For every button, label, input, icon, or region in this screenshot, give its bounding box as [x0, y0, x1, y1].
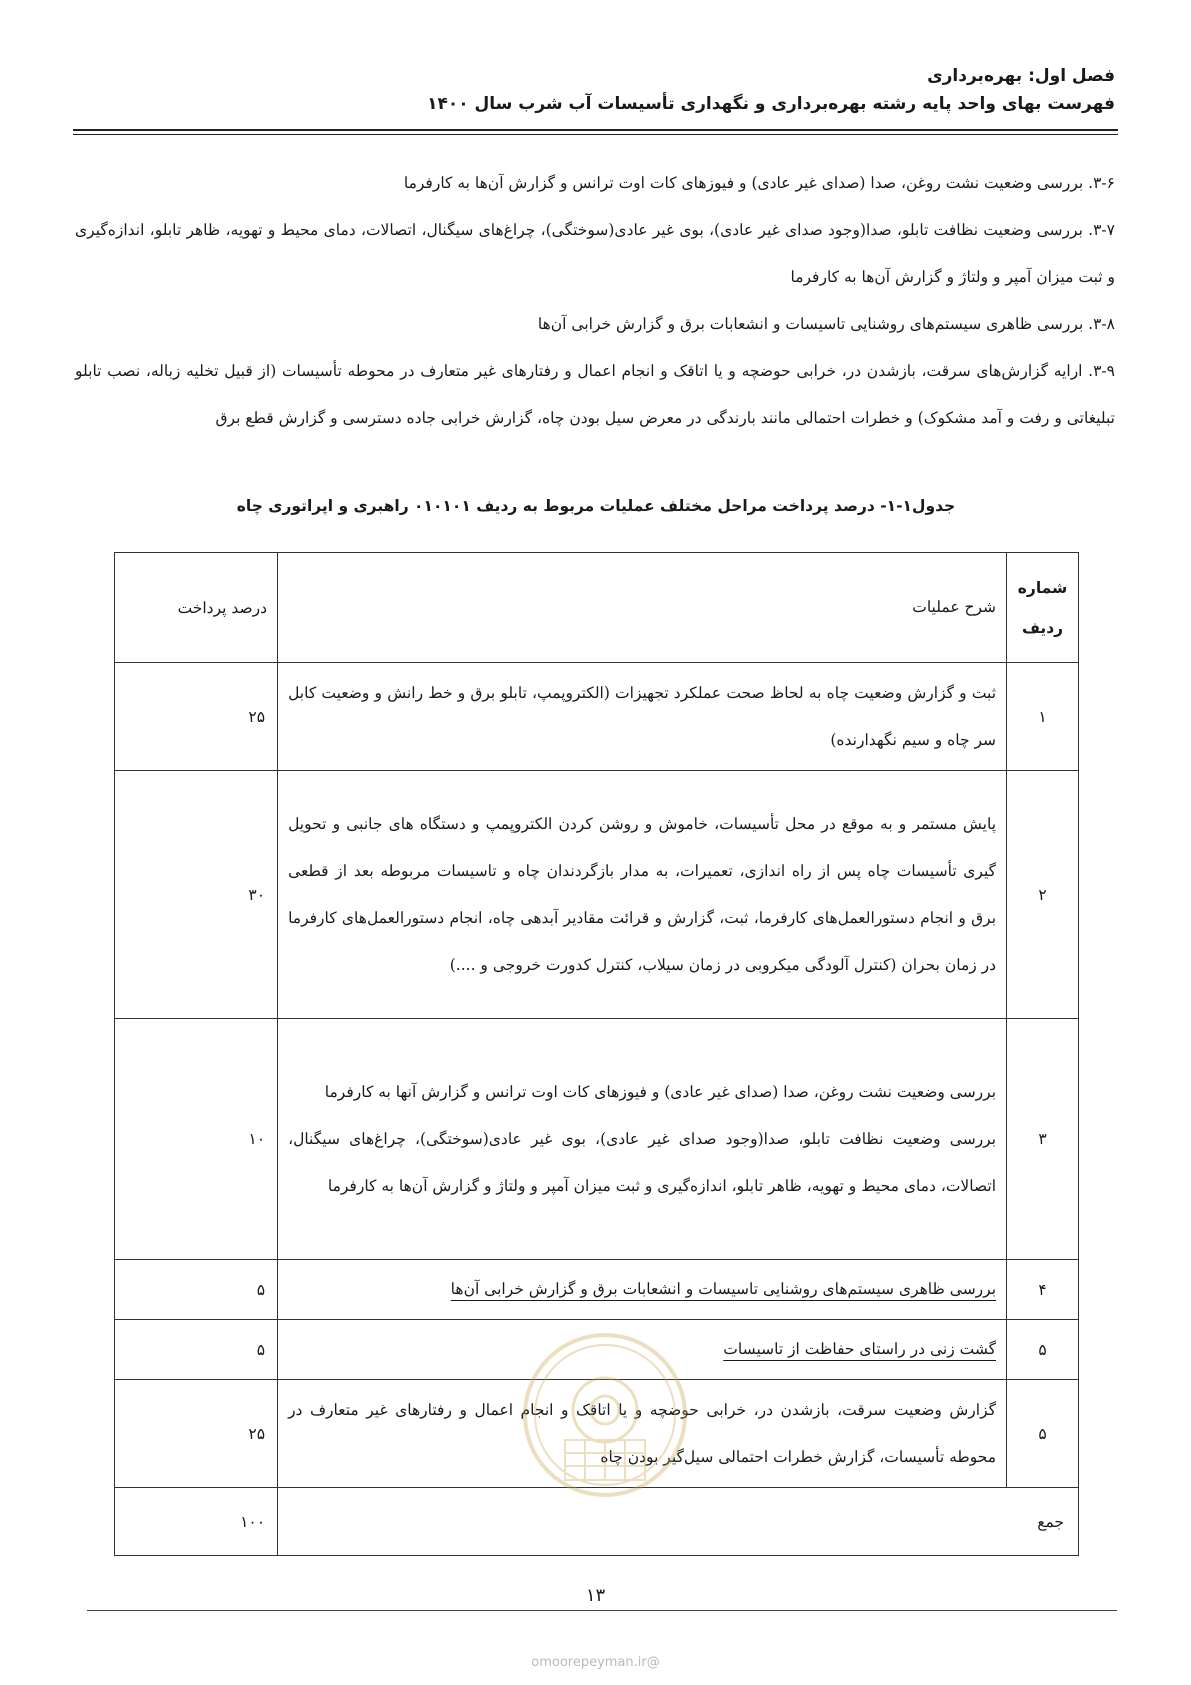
row-description-text: بررسی ظاهری سیستم‌های روشنایی تاسیسات و انشعابات برق و گزارش خرابی آن‌ها [450, 1280, 997, 1298]
table-row [115, 771, 1079, 1019]
table-row [115, 663, 1079, 771]
row-percent: ۵ [115, 1260, 278, 1320]
header-row-number-line2: ردیف [1021, 618, 1064, 637]
row-description-part-a: بررسی وضعیت نشت روغن، صدا (صدای غیر عادی) و فیوزهای کات اوت ترانس و گزارش آنها به کارفرما [324, 1082, 997, 1101]
table-row [115, 1260, 1079, 1320]
row-description-text: گشت زنی در راستای حفاظت از تاسیسات [723, 1340, 997, 1358]
row-number: ۱ [1007, 663, 1079, 771]
row-description: پایش مستمر و به موقع در محل تأسیسات، خاموش و روشن کردن الکتروپمپ و دستگاه های جانبی و تحویل گیری تأسیسات چاه پس از راه اندازی، تعمیرات، به مدار بازگردندان چاه و تاسیسات مربوطه بعد از قطعی برق و انجام دستورالعمل‌های کارفرما، ثبت، گزارش و قرائت مقادیر آبدهی چاه، انجام دستورالعمل‌های کارفرما در زمان بحران (کنترل آلودگی میکروبی در زمان سیلاب، کنترل کدورت خروجی و ....) [278, 771, 1007, 1019]
table-caption: جدول۱-۱- درصد پرداخت مراحل مختلف عملیات مربوط به ردیف ۰۱۰۱۰۱ راهبری و اپراتوری چاه [236, 497, 956, 515]
row-number: ۵ [1007, 1320, 1079, 1380]
chapter-title: فصل اول: بهره‌برداری [927, 66, 1115, 86]
row-description [278, 1260, 1007, 1320]
page-number: ۱۳ [585, 1585, 606, 1606]
paragraph-3-7: ۳-۷. بررسی وضعیت نظافت تابلو، صدا(وجود صدای غیر عادی)، بوی غیر عادی(سوختگی)، چراغ‌های سیگنال، اتصالات، دمای محیط و تهویه، ظاهر تابلو، اندازه‌گیری و ثبت میزان آمپر و ولتاژ و گزارش آن‌ها به کارفرما [75, 221, 1115, 286]
row-description-part-b: بررسی وضعیت نظافت تابلو، صدا(وجود صدای غیر عادی)، بوی غیر عادی(سوختگی)، چراغ‌های سیگنال، اتصالات، دمای محیط و تهویه، ظاهر تابلو، اندازه‌گیری و ثبت میزان آمپر و ولتاژ و گزارش آن‌ها به کارفرما [288, 1129, 997, 1195]
footer-rule [87, 1610, 1117, 1611]
row-number: ۳ [1007, 1019, 1079, 1260]
row-percent: ۲۵ [115, 663, 278, 771]
row-percent: ۵ [115, 1320, 278, 1380]
watermark: @omoorepeyman.ir [531, 1655, 660, 1670]
row-percent: ۳۰ [115, 771, 278, 1019]
document-title: فهرست بهای واحد پایه رشته بهره‌برداری و نگهداری تأسیسات آب شرب سال ۱۴۰۰ [427, 94, 1115, 114]
total-percent: ۱۰۰ [115, 1488, 278, 1556]
header-description: شرح عملیات [278, 553, 1007, 663]
row-description: گزارش وضعیت سرقت، بازشدن در، خرابی حوضچه و یا اتاقک و انجام اعمال و رفتارهای غیر متعارف در محوطه تأسیسات، گزارش خطرات احتمالی سیل‌گیر بودن چاه [278, 1380, 1007, 1488]
table-header-row [115, 553, 1079, 663]
row-description [278, 1019, 1007, 1260]
page-header [75, 62, 1115, 118]
body-text [75, 160, 1115, 442]
paragraph-3-6: ۳-۶. بررسی وضعیت نشت روغن، صدا (صدای غیر عادی) و فیوزهای کات اوت ترانس و گزارش آن‌ها به کارفرما [403, 174, 1115, 192]
row-percent: ۱۰ [115, 1019, 278, 1260]
table-row [115, 1019, 1079, 1260]
paragraph-3-9: ۳-۹. ارایه گزارش‌های سرقت، بازشدن در، خرابی حوضچه و یا اتاقک و انجام اعمال و رفتارهای غیر متعارف در محوطه تأسیسات (از قبیل تخلیه زباله، نصب تابلو تبلیغاتی و رفت و آمد مشکوک) و خطرات احتمالی مانند بارندگی در معرض سیل بودن چاه، گزارش خرابی جاده دسترسی و گزارش قطع برق [75, 362, 1115, 427]
header-row-number-line1: شماره [1017, 578, 1068, 597]
header-rule-thick [73, 129, 1118, 131]
header-rule-thin [73, 134, 1118, 135]
company-stamp [520, 1315, 690, 1515]
row-description: ثبت و گزارش وضعیت چاه به لحاظ صحت عملکرد تجهیزات (الکتروپمپ، تابلو برق و خط رانش و وضعیت کابل سر چاه و سیم نگهدارنده) [278, 663, 1007, 771]
header-row-number [1007, 553, 1079, 663]
header-payment-percent: درصد پرداخت [115, 553, 278, 663]
row-number: ۵ [1007, 1380, 1079, 1488]
paragraph-3-8: ۳-۸. بررسی ظاهری سیستم‌های روشنایی تاسیسات و انشعابات برق و گزارش خرابی آن‌ها [537, 315, 1115, 333]
total-label: جمع [278, 1488, 1079, 1556]
row-percent: ۲۵ [115, 1380, 278, 1488]
row-number: ۲ [1007, 771, 1079, 1019]
row-number: ۴ [1007, 1260, 1079, 1320]
